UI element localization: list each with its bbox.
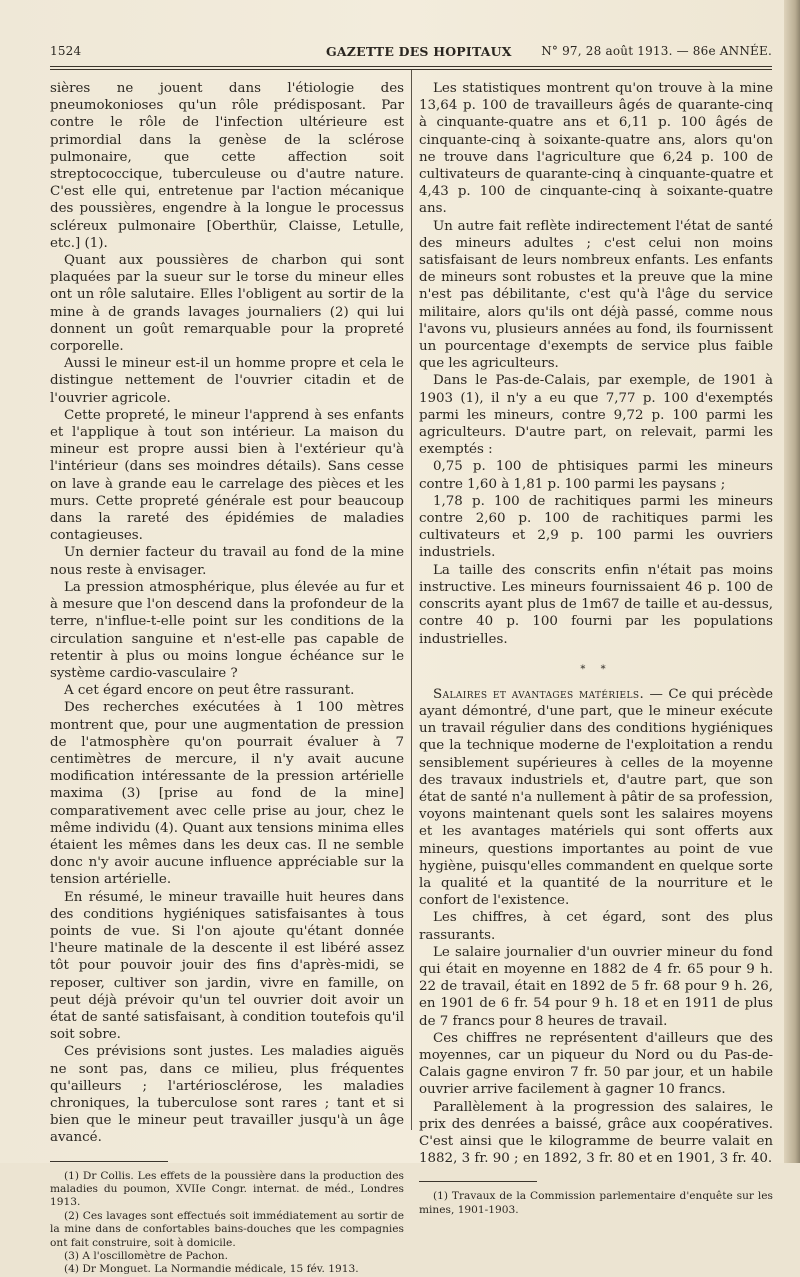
issue-info: N° 97, 28 août 1913. — 86e ANNÉE.	[541, 44, 772, 58]
footnote: (1) Dr Collis. Les effets de la poussière dans la production des maladies du poumon, XVIIe Congr. internat. de méd., Londres 1913.	[50, 1169, 404, 1209]
paragraph: Des recherches exécutées à 1 100 mètres montrent que, pour une augmentation de pression de l'atmosphère qu'on pourrait évaluer à 7 centimètres de mercure, il n'y avait aucune modification intéressante de la pression artérielle maxima (3) [prise au fond de la mine] comparativement avec celle prise au jour, chez le même individu (4). Quant aux tensions minima elles étaient les mêmes dans les deux cas. Il ne semble donc n'y avoir aucune influence appréciable sur la tension artérielle.	[50, 700, 404, 888]
paragraph: Le salaire journalier d'un ouvrier mineur du fond qui était en moyenne en 1882 de 4 fr. 65 pour 9 h. 22 de travail, était en 1892 de 5 fr. 68 pour 9 h. 26, en 1901 de 6 fr. 54 pour 9 h. 18 et en 1911 de plus de 7 francs pour 8 heures de travail.	[419, 944, 773, 1029]
page-number: 1524	[50, 44, 82, 58]
paragraph: En résumé, le mineur travaille huit heures dans des conditions hygiéniques satisfaisantes à tous points de vue. Si l'on ajoute qu'étant donnée l'heure matinale de la descente il est libéré assez tôt pour pouvoir jouir des fins d'après-midi, se reposer, cultiver son jardin, vivre en famille, on peut déjà prévoir qu'un tel ouvrier doit avoir un état de santé satisfaisant, à condition toutefois qu'il soit sobre.	[50, 889, 404, 1043]
footnote: (3) A l'oscillomètre de Pachon.	[64, 1250, 228, 1263]
footnote-rule	[419, 1181, 537, 1182]
paragraph: Les chiffres, à cet égard, sont des plus rassurants.	[419, 910, 773, 943]
paragraph: Dans le Pas-de-Calais, par exemple, de 1901 à 1903 (1), il n'y a eu que 7,77 p. 100 d'exemptés parmi les mineurs, contre 9,72 p. 100 parmi les agriculteurs. D'autre part, on relevait, parmi les exemptés :	[419, 373, 773, 458]
paragraph: Parallèlement à la progression des salaires, le prix des denrées a baissé, grâce aux coopératives. C'est ainsi que le kilogramme de beurre valait en 1882, 3 fr. 90 ; en 1892, 3 fr. 80 et en 1901, 3 fr. 40.	[419, 1099, 773, 1167]
section-separator-asterisks: * *	[580, 663, 612, 675]
journal-title: GAZETTE DES HOPITAUX	[326, 44, 512, 59]
paragraph-text: Ce qui précède ayant démontré, d'une part, que le mineur exécute un travail régulier dans des conditions hygiéniques que la technique moderne de l'exploitation a rendu sensiblement supérieures à celles de la moyenne des travaux industriels et, d'autre part, que son état de santé n'a nullement à pâtir de sa profession, voyons maintenant quels sont les salaires moyens et les avantages matériels qui sont offerts aux mineurs, questions importantes au point de vue hygiène, puisqu'elles commandent en quelque sorte la qualité et la quantité de la nourriture et le confort de l'existence.	[419, 686, 773, 909]
running-header	[50, 44, 772, 62]
right-column	[419, 80, 773, 1217]
section-heading: Salaires et avantages matériels. —	[433, 686, 664, 702]
paragraph: Aussi le mineur est-il un homme propre et cela le distingue nettement de l'ouvrier citadin et de l'ouvrier agricole.	[50, 356, 404, 406]
column-divider	[411, 70, 412, 1130]
footnote: (1) Travaux de la Commission parlementaire d'enquête sur les mines, 1901-1903.	[419, 1190, 773, 1216]
page-edge	[784, 0, 800, 1163]
paragraph: Cette propreté, le mineur l'apprend à ses enfants et l'applique à tout son intérieur. La maison du mineur est propre aussi bien à l'extérieur qu'à l'intérieur (dans ses moindres détails). Sans cesse on lave à grande eau le carrelage des pièces et les murs. Cette propreté générale est pour beaucoup dans la rareté des épidémies de maladies contagieuses.	[50, 407, 404, 544]
footnote-rule	[50, 1161, 168, 1162]
paragraph: Ces prévisions sont justes. Les maladies aiguës ne sont pas, dans ce milieu, plus fréquentes qu'ailleurs ; l'artériosclérose, les maladies chroniques, la tuberculose sont rares ; tant et si bien que le mineur peut travailler jusqu'à un âge avancé.	[50, 1044, 404, 1146]
footnote: (2) Ces lavages sont effectués soit immédiatement au sortir de la mine dans de confortables bains-douches que les compagnies ont fait construire, soit à domicile.	[50, 1209, 404, 1249]
paragraph: Les statistiques montrent qu'on trouve à la mine 13,64 p. 100 de travailleurs âgés de quarante-cinq à cinquante-quatre ans et 6,11 p. 100 âgés de cinquante-cinq à soixante-quatre ans, alors qu'on ne trouve dans l'agriculture que 6,24 p. 100 de cultivateurs de quarante-cinq à cinquante-quatre et 4,43 p. 100 de cinquante-cinq à soixante-quatre ans.	[419, 81, 773, 217]
left-column	[50, 80, 404, 1277]
paragraph: Un autre fait reflète indirectement l'état de santé des mineurs adultes ; c'est celui non moins satisfaisant de leurs nombreux enfants. Les enfants de mineurs sont robustes et la preuve que la mine n'est pas débilitante, c'est qu'à l'âge du service militaire, alors qu'ils ont déjà passé, comme nous l'avons vu, plusieurs années au fond, ils fournissent un pourcentage d'exempts de service plus faible que les agriculteurs.	[419, 218, 773, 372]
paragraph: La taille des conscrits enfin n'était pas moins instructive. Les mineurs fournissaient 46 p. 100 de conscrits ayant plus de 1m67 de taille et au-dessus, contre 40 p. 100 fourni par les populations industrielles.	[419, 562, 773, 647]
section-paragraph	[419, 686, 773, 910]
paragraph: 1,78 p. 100 de rachitiques parmi les mineurs contre 2,60 p. 100 de rachitiques parmi les cultivateurs et 2,9 p. 100 parmi les ouvriers industriels.	[419, 493, 773, 561]
paragraph: 0,75 p. 100 de phtisiques parmi les mineurs contre 1,60 à 1,81 p. 100 parmi les paysans ;	[419, 459, 773, 492]
paragraph: Ces chiffres ne représentent d'ailleurs que des moyennes, car un piqueur du Nord ou du Pas-de-Calais gagne environ 7 fr. 50 par jour, et un habile ouvrier arrive facilement à gagner 10 francs.	[419, 1030, 773, 1098]
paragraph: Quant aux poussières de charbon qui sont plaquées par la sueur sur le torse du mineur elles ont un rôle salutaire. Elles l'obligent au sortir de la mine à de grands lavages journaliers (2) qui lui donnent un goût remarquable pour la propreté corporelle.	[50, 253, 404, 355]
footnote: (4) Dr Monguet. La Normandie médicale, 15 fév. 1913.	[64, 1263, 359, 1276]
header-rule-top	[50, 66, 772, 67]
paragraph: Un dernier facteur du travail au fond de la mine nous reste à envisager.	[50, 545, 404, 578]
paragraph: sières ne jouent dans l'étiologie des pneumokonioses qu'un rôle prédisposant. Par contre le rôle de l'infection ultérieure est primordial dans la genèse de la sclérose pulmonaire, que cette affection soit streptococcique, tuberculeuse ou d'autre nature. C'est elle qui, entretenue par l'action mécanique des poussières, engendre à la longue le processus scléreux pulmonaire [Oberthür, Claisse, Letulle, etc.] (1).	[50, 81, 404, 251]
paragraph: La pression atmosphérique, plus élevée au fur et à mesure que l'on descend dans la profondeur de la terre, n'influe-t-elle point sur les conditions de la circulation sanguine et n'est-elle pas capable de retentir à plus ou moins longue échéance sur le système cardio-vasculaire ?	[50, 579, 404, 681]
paragraph: A cet égard encore on peut être rassurant.	[64, 683, 355, 699]
